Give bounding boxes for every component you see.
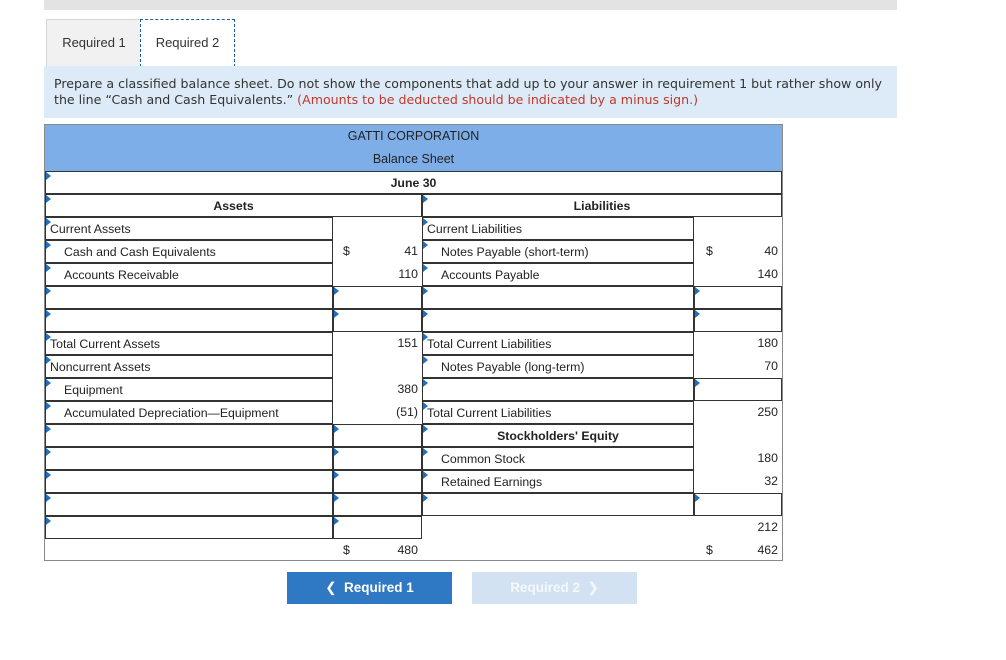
balance-sheet: [44, 124, 783, 561]
table-row: [45, 447, 782, 470]
dropdown-marker-icon: [46, 425, 51, 433]
liability-amount-input[interactable]: [694, 217, 782, 240]
asset-account-select[interactable]: Noncurrent Assets: [45, 355, 333, 378]
dropdown-marker-icon: [695, 379, 700, 387]
table-row: [45, 378, 782, 401]
dropdown-marker-icon: [334, 471, 339, 479]
dropdown-marker-icon: [695, 287, 700, 295]
asset-account-select[interactable]: Equipment: [45, 378, 333, 401]
company-name: GATTI CORPORATION: [45, 125, 782, 149]
dropdown-marker-icon: [46, 471, 51, 479]
liability-amount-input[interactable]: 462 $: [694, 539, 782, 562]
instructions-text: Prepare a classified balance sheet. Do not show the components that add up to your answer in requirement 1 but rather show only the line “Cash and Cash Equivalents.”: [54, 76, 882, 107]
table-row: [45, 470, 782, 493]
asset-account-select[interactable]: [45, 493, 333, 516]
dropdown-marker-icon: [334, 517, 339, 525]
liability-amount-input[interactable]: [694, 286, 782, 309]
asset-amount-input[interactable]: 380: [397, 382, 418, 396]
dropdown-marker-icon: [423, 448, 428, 456]
dropdown-marker-icon: [46, 448, 51, 456]
liability-amount-input[interactable]: [694, 378, 782, 401]
table-row: [45, 309, 782, 332]
dropdown-marker-icon: [423, 425, 428, 433]
table-row: [45, 424, 782, 447]
dropdown-marker-icon: [334, 448, 339, 456]
asset-amount-input[interactable]: 41 $: [333, 240, 422, 263]
dropdown-marker-icon: [695, 494, 700, 502]
table-row: [45, 493, 782, 516]
liability-amount-input[interactable]: 70: [764, 359, 778, 373]
prev-required-button[interactable]: [287, 572, 452, 604]
date-input[interactable]: June 30: [45, 171, 782, 194]
liability-amount-input[interactable]: [694, 493, 782, 516]
table-row: [45, 263, 782, 286]
asset-amount-input[interactable]: [333, 424, 422, 447]
tab-required-1[interactable]: Required 1: [46, 19, 142, 66]
dropdown-marker-icon: [46, 379, 51, 387]
dollar-sign: $: [343, 244, 350, 258]
asset-amount-input[interactable]: [333, 447, 422, 470]
dropdown-marker-icon: [423, 264, 428, 272]
table-row: [45, 516, 782, 539]
dropdown-marker-icon: [423, 310, 428, 318]
asset-amount-input[interactable]: 151: [397, 336, 418, 350]
liability-account-select[interactable]: [422, 539, 694, 562]
liability-amount-input[interactable]: 180: [757, 336, 778, 350]
dropdown-marker-icon: [423, 379, 428, 387]
section-header-row: [45, 194, 782, 217]
dropdown-marker-icon: [46, 287, 51, 295]
liability-amount-input[interactable]: 180: [757, 451, 778, 465]
asset-amount-input[interactable]: [333, 493, 422, 516]
asset-account-select[interactable]: Cash and Cash Equivalents: [45, 240, 333, 263]
asset-account-select[interactable]: [45, 539, 333, 562]
liability-account-select[interactable]: Total Current Liabilities: [422, 332, 694, 355]
liability-account-select[interactable]: [422, 378, 694, 401]
dollar-sign: $: [706, 244, 713, 258]
liability-account-select[interactable]: [422, 309, 694, 332]
dropdown-marker-icon: [46, 241, 51, 249]
asset-account-select[interactable]: Accumulated Depreciation—Equipment: [45, 401, 333, 424]
dollar-sign: $: [706, 543, 713, 557]
dropdown-marker-icon: [423, 471, 428, 479]
liability-account-select[interactable]: Retained Earnings: [422, 470, 694, 493]
dropdown-marker-icon: [334, 287, 339, 295]
asset-account-select[interactable]: [45, 424, 333, 447]
liability-amount-input[interactable]: 140: [757, 267, 778, 281]
liability-amount-input[interactable]: 250: [757, 405, 778, 419]
table-row: [45, 217, 782, 240]
dropdown-marker-icon: [46, 310, 51, 318]
dropdown-marker-icon: [423, 356, 428, 364]
dropdown-marker-icon: [46, 402, 51, 410]
asset-account-select[interactable]: [45, 286, 333, 309]
dropdown-marker-icon: [695, 310, 700, 318]
top-bar: [44, 0, 897, 10]
asset-account-select[interactable]: Current Assets: [45, 217, 333, 240]
table-row: [45, 401, 782, 424]
asset-account-select[interactable]: [45, 516, 333, 539]
dropdown-marker-icon: [423, 218, 428, 226]
liability-amount-input[interactable]: [694, 424, 782, 447]
dropdown-marker-icon: [46, 356, 51, 364]
date-row: [45, 171, 782, 194]
liability-account-select[interactable]: [422, 493, 694, 516]
liability-account-select[interactable]: Accounts Payable: [422, 263, 694, 286]
liability-account-select[interactable]: [422, 286, 694, 309]
instructions-panel: [44, 66, 897, 118]
chevron-left-icon: ❮: [325, 580, 337, 595]
asset-amount-input[interactable]: [333, 286, 422, 309]
liability-account-select[interactable]: Common Stock: [422, 447, 694, 470]
dropdown-marker-icon: [46, 517, 51, 525]
liabilities-header[interactable]: Liabilities: [422, 194, 782, 217]
assets-header[interactable]: Assets: [45, 194, 422, 217]
dropdown-marker-icon: [423, 241, 428, 249]
next-label: Required 2: [510, 580, 580, 595]
dropdown-marker-icon: [423, 402, 428, 410]
dropdown-marker-icon: [46, 494, 51, 502]
asset-account-select[interactable]: Total Current Assets: [45, 332, 333, 355]
dropdown-marker-icon: [46, 218, 51, 226]
instructions-note: (Amounts to be deducted should be indicated by a minus sign.): [297, 92, 699, 107]
dropdown-marker-icon: [46, 333, 51, 341]
liability-account-select[interactable]: Notes Payable (long-term): [422, 355, 694, 378]
dropdown-marker-icon: [334, 310, 339, 318]
chevron-right-icon: ❯: [587, 580, 599, 595]
asset-account-select[interactable]: [45, 447, 333, 470]
dollar-sign: $: [343, 543, 350, 557]
prev-label: Required 1: [344, 580, 414, 595]
table-row: [45, 355, 782, 378]
dropdown-marker-icon: [423, 494, 428, 502]
liability-account-select[interactable]: Notes Payable (short-term): [422, 240, 694, 263]
liability-amount-input[interactable]: 32: [764, 474, 778, 488]
asset-amount-input[interactable]: 480 $: [333, 539, 422, 562]
liability-account-select[interactable]: Current Liabilities: [422, 217, 694, 240]
asset-amount-input[interactable]: [333, 309, 422, 332]
dropdown-marker-icon: [423, 287, 428, 295]
asset-amount-input[interactable]: 110: [398, 267, 418, 281]
liability-account-select[interactable]: Stockholders' Equity: [422, 424, 694, 447]
asset-amount-input[interactable]: [333, 355, 422, 378]
asset-account-select[interactable]: [45, 309, 333, 332]
asset-amount-input[interactable]: [333, 516, 422, 539]
liability-amount-input[interactable]: 212: [757, 520, 778, 534]
liability-amount-input[interactable]: 40 $: [694, 240, 782, 263]
dropdown-marker-icon: [423, 333, 428, 341]
table-row: [45, 240, 782, 263]
asset-amount-input[interactable]: [333, 470, 422, 493]
statement-title: Balance Sheet: [45, 148, 782, 172]
next-required-button[interactable]: [472, 572, 637, 604]
table-row: [45, 539, 782, 562]
asset-account-select[interactable]: [45, 470, 333, 493]
asset-amount-input[interactable]: [333, 217, 422, 240]
dropdown-marker-icon: [334, 494, 339, 502]
asset-account-select[interactable]: Accounts Receivable: [45, 263, 333, 286]
liability-amount-input[interactable]: [694, 309, 782, 332]
dropdown-marker-icon: [334, 425, 339, 433]
tab-required-2[interactable]: Required 2: [140, 19, 235, 67]
liability-account-select[interactable]: Total Current Liabilities: [422, 401, 694, 424]
dropdown-marker-icon: [46, 264, 51, 272]
table-row: [45, 286, 782, 309]
liability-account-select[interactable]: [422, 516, 694, 539]
table-row: [45, 332, 782, 355]
asset-amount-input[interactable]: (51): [396, 405, 418, 419]
